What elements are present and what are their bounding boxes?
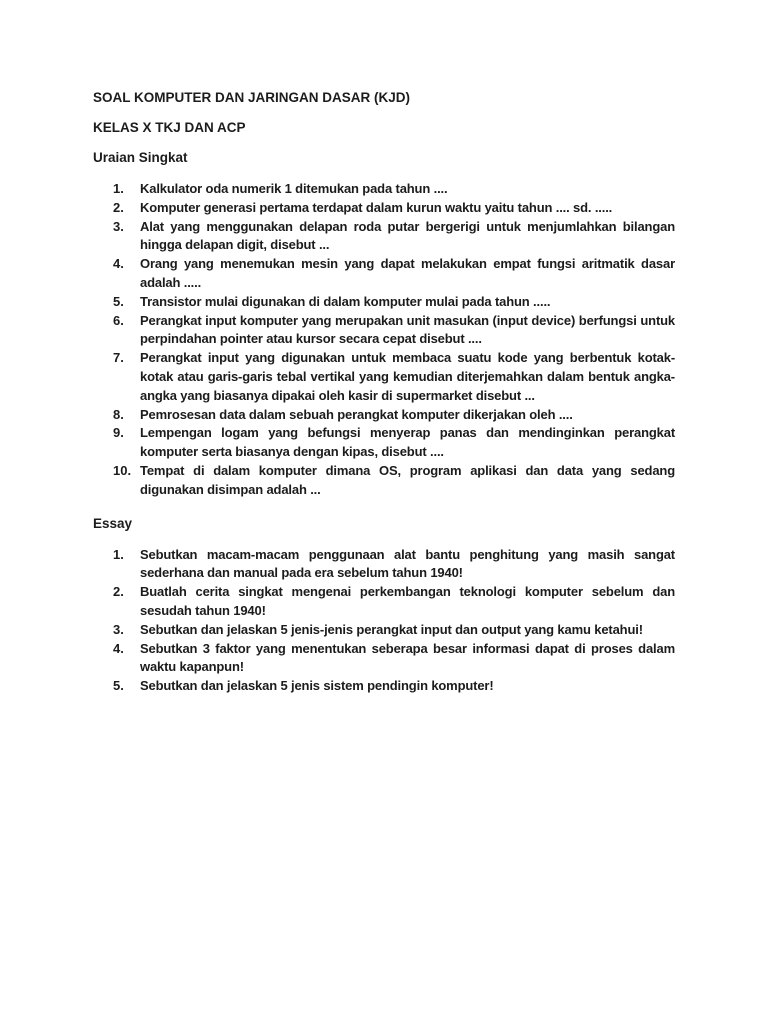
question-number: 5.: [113, 678, 124, 694]
question-text: Perangkat input yang digunakan untuk membaca suatu kode yang berbentuk kotak-kotak atau garis-garis tebal vertikal yang kemudian diterjemahkan dalam bentuk angka-angka yang biasanya dipakai oleh kasir di supermarket disebut ...: [140, 350, 675, 403]
question-number: 3.: [113, 621, 124, 637]
question-item: [93, 180, 675, 199]
question-text: Sebutkan dan jelaskan 5 jenis-jenis perangkat input dan output yang kamu ketahui!: [140, 621, 643, 637]
question-item: [93, 312, 675, 350]
question-number: 7.: [113, 350, 124, 366]
question-text: Komputer generasi pertama terdapat dalam kurun waktu yaitu tahun .... sd. .....: [140, 199, 613, 215]
doc-class-line: KELAS X TKJ DAN ACP: [93, 120, 246, 135]
question-number: 4.: [113, 256, 124, 272]
essay-question-list: [93, 546, 675, 696]
question-item: [93, 293, 675, 312]
question-item: [93, 255, 675, 293]
question-item: [93, 218, 675, 256]
question-item: [93, 424, 675, 462]
question-number: 1.: [113, 181, 124, 196]
question-text: Kalkulator oda numerik 1 ditemukan pada tahun ....: [140, 181, 448, 196]
question-number: 6.: [113, 312, 124, 328]
question-text: Orang yang menemukan mesin yang dapat melakukan empat fungsi aritmatik dasar adalah .....: [140, 256, 675, 290]
doc-title: SOAL KOMPUTER DAN JARINGAN DASAR (KJD): [93, 90, 411, 105]
question-text: Sebutkan 3 faktor yang menentukan seberapa besar informasi dapat di proses dalam waktu kapanpun!: [140, 640, 675, 675]
question-item: [93, 677, 675, 696]
question-item: [93, 546, 675, 584]
question-text: Tempat di dalam komputer dimana OS, program aplikasi dan data yang sedang digunakan disimpan adalah ...: [140, 462, 675, 497]
question-text: Perangkat input komputer yang merupakan unit masukan (input device) berfungsi untuk perpindahan pointer atau kursor secara cepat disebut ....: [140, 312, 675, 347]
question-item: [93, 406, 675, 425]
question-number: 3.: [113, 218, 124, 234]
question-number: 4.: [113, 640, 124, 656]
question-number: 9.: [113, 425, 124, 441]
question-item: [93, 199, 675, 218]
question-text: Sebutkan macam-macam penggunaan alat bantu penghitung yang masih sangat sederhana dan manual pada era sebelum tahun 1940!: [140, 546, 675, 581]
question-number: 2.: [113, 584, 124, 600]
section-heading-essay: Essay: [93, 515, 133, 531]
question-number: 2.: [113, 199, 124, 215]
question-text: Pemrosesan data dalam sebuah perangkat komputer dikerjakan oleh ....: [140, 406, 573, 422]
question-number: 10.: [113, 462, 132, 478]
document-content: [93, 88, 675, 696]
question-number: 8.: [113, 406, 124, 422]
question-text: Lempengan logam yang befungsi menyerap panas dan mendinginkan perangkat komputer serta biasanya dengan kipas, disebut ....: [140, 425, 675, 460]
uraian-singkat-question-list: [93, 180, 675, 500]
question-item: [93, 462, 675, 500]
question-item: [93, 349, 675, 405]
question-text: Buatlah cerita singkat mengenai perkembangan teknologi komputer sebelum dan sesudah tahun 1940!: [140, 584, 675, 618]
question-text: Alat yang menggunakan delapan roda putar bergerigi untuk menjumlahkan bilangan hingga delapan digit, disebut ...: [140, 218, 675, 253]
question-item: [93, 583, 675, 621]
section-heading-uraian-singkat: Uraian Singkat: [93, 150, 188, 165]
question-text: Transistor mulai digunakan di dalam komputer mulai pada tahun .....: [140, 293, 551, 309]
question-number: 5.: [113, 293, 124, 309]
question-item: [93, 640, 675, 678]
question-text: Sebutkan dan jelaskan 5 jenis sistem pendingin komputer!: [140, 678, 494, 694]
question-item: [93, 621, 675, 640]
question-number: 1.: [113, 546, 124, 562]
